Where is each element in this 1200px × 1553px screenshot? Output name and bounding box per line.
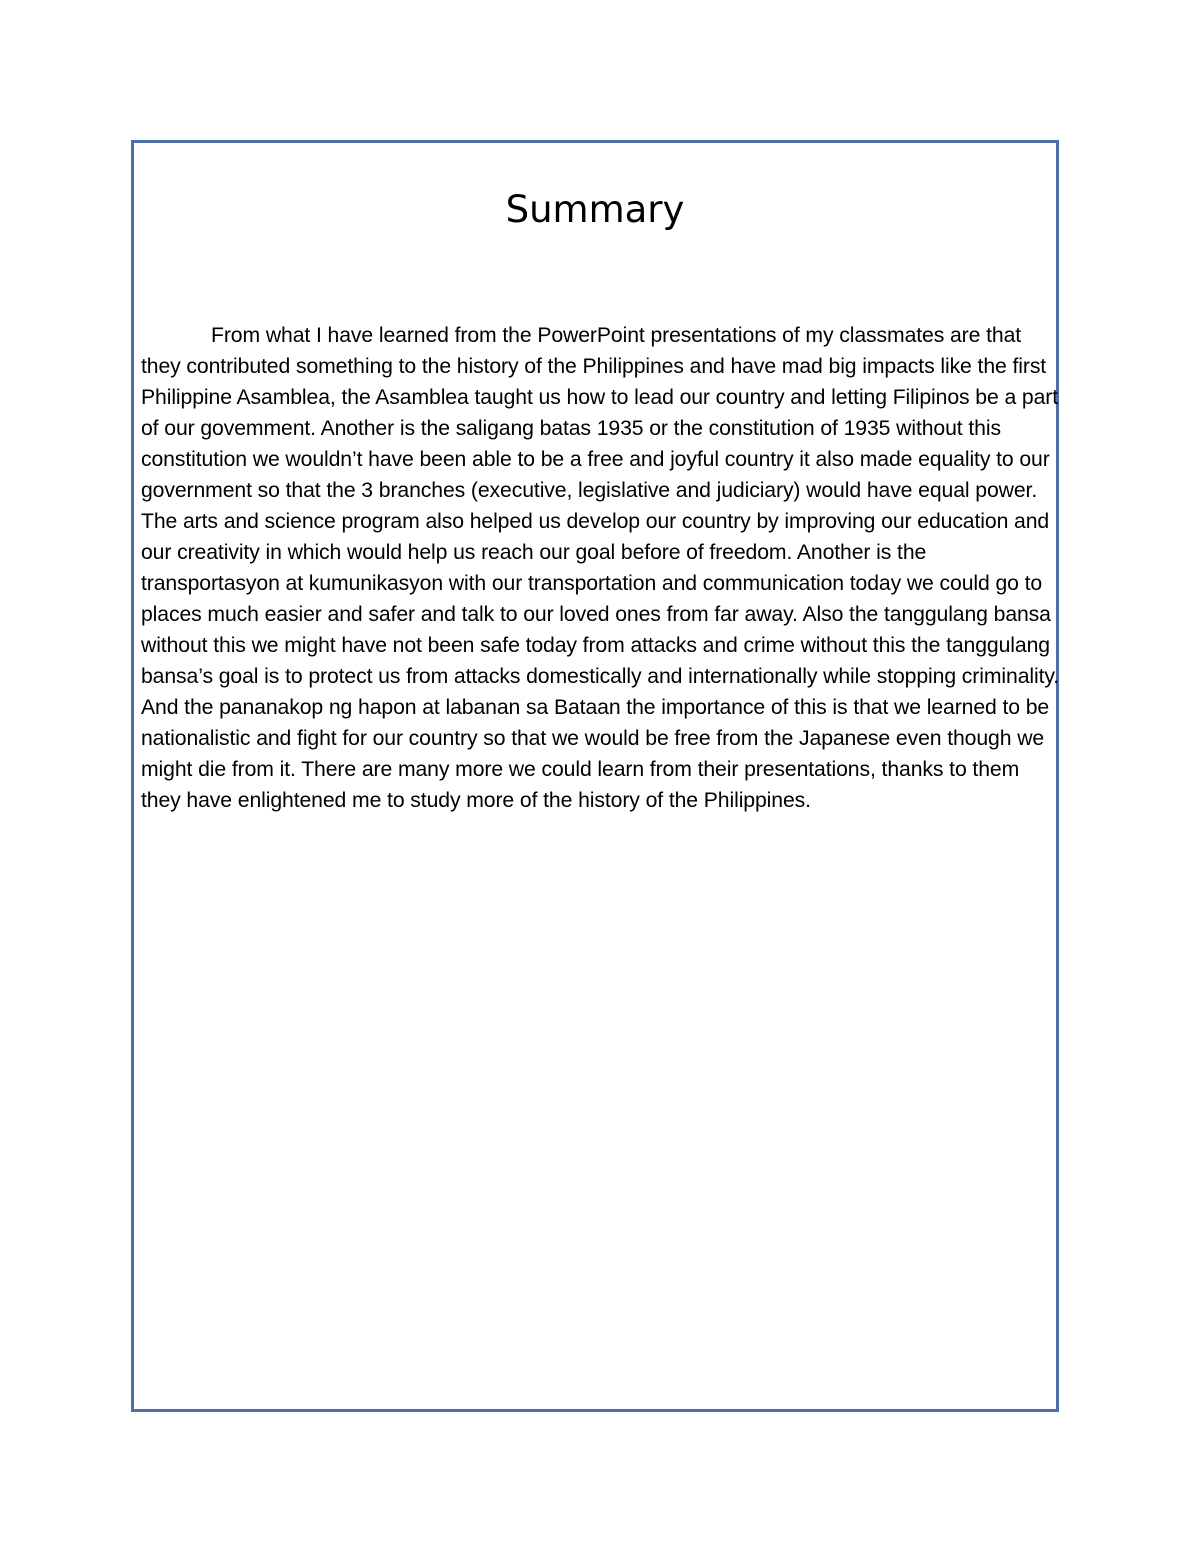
document-title: Summary [505,188,685,231]
body-paragraph: From what I have learned from the PowerPoint presentations of my classmates are that they contributed something to the history of the Philippines and have mad big impacts like the first Philippine Asamblea, the Asamblea taught us how to lead our country and letting Filipinos be a part of our govemment. Another is the saligang batas 1935 or the constitution of 1935 without this constitution we wouldn’t have been able to be a free and joyful country it also made equality to our government so that the 3 branches (executive, legislative and judiciary) would have equal power. The arts and science program also helped us develop our country by improving our education and our creativity in which would help us reach our goal before of freedom. Another is the transportasyon at kumunikasyon with our transportation and communication today we could go to places much easier and safer and talk to our loved ones from far away. Also the tanggulang bansa without this we might have not been safe today from attacks and crime without this the tanggulang bansa’s goal is to protect us from attacks domestically and internationally while stopping criminality. And the pananakop ng hapon at labanan sa Bataan the importance of this is that we learned to be nationalistic and fight for our country so that we would be free from the Japanese even though we might die from it. There are many more we could learn from their presentations, thanks to them they have enlightened me to study more of the history of the Philippines. [141,324,1060,812]
document-body [141,320,1061,816]
